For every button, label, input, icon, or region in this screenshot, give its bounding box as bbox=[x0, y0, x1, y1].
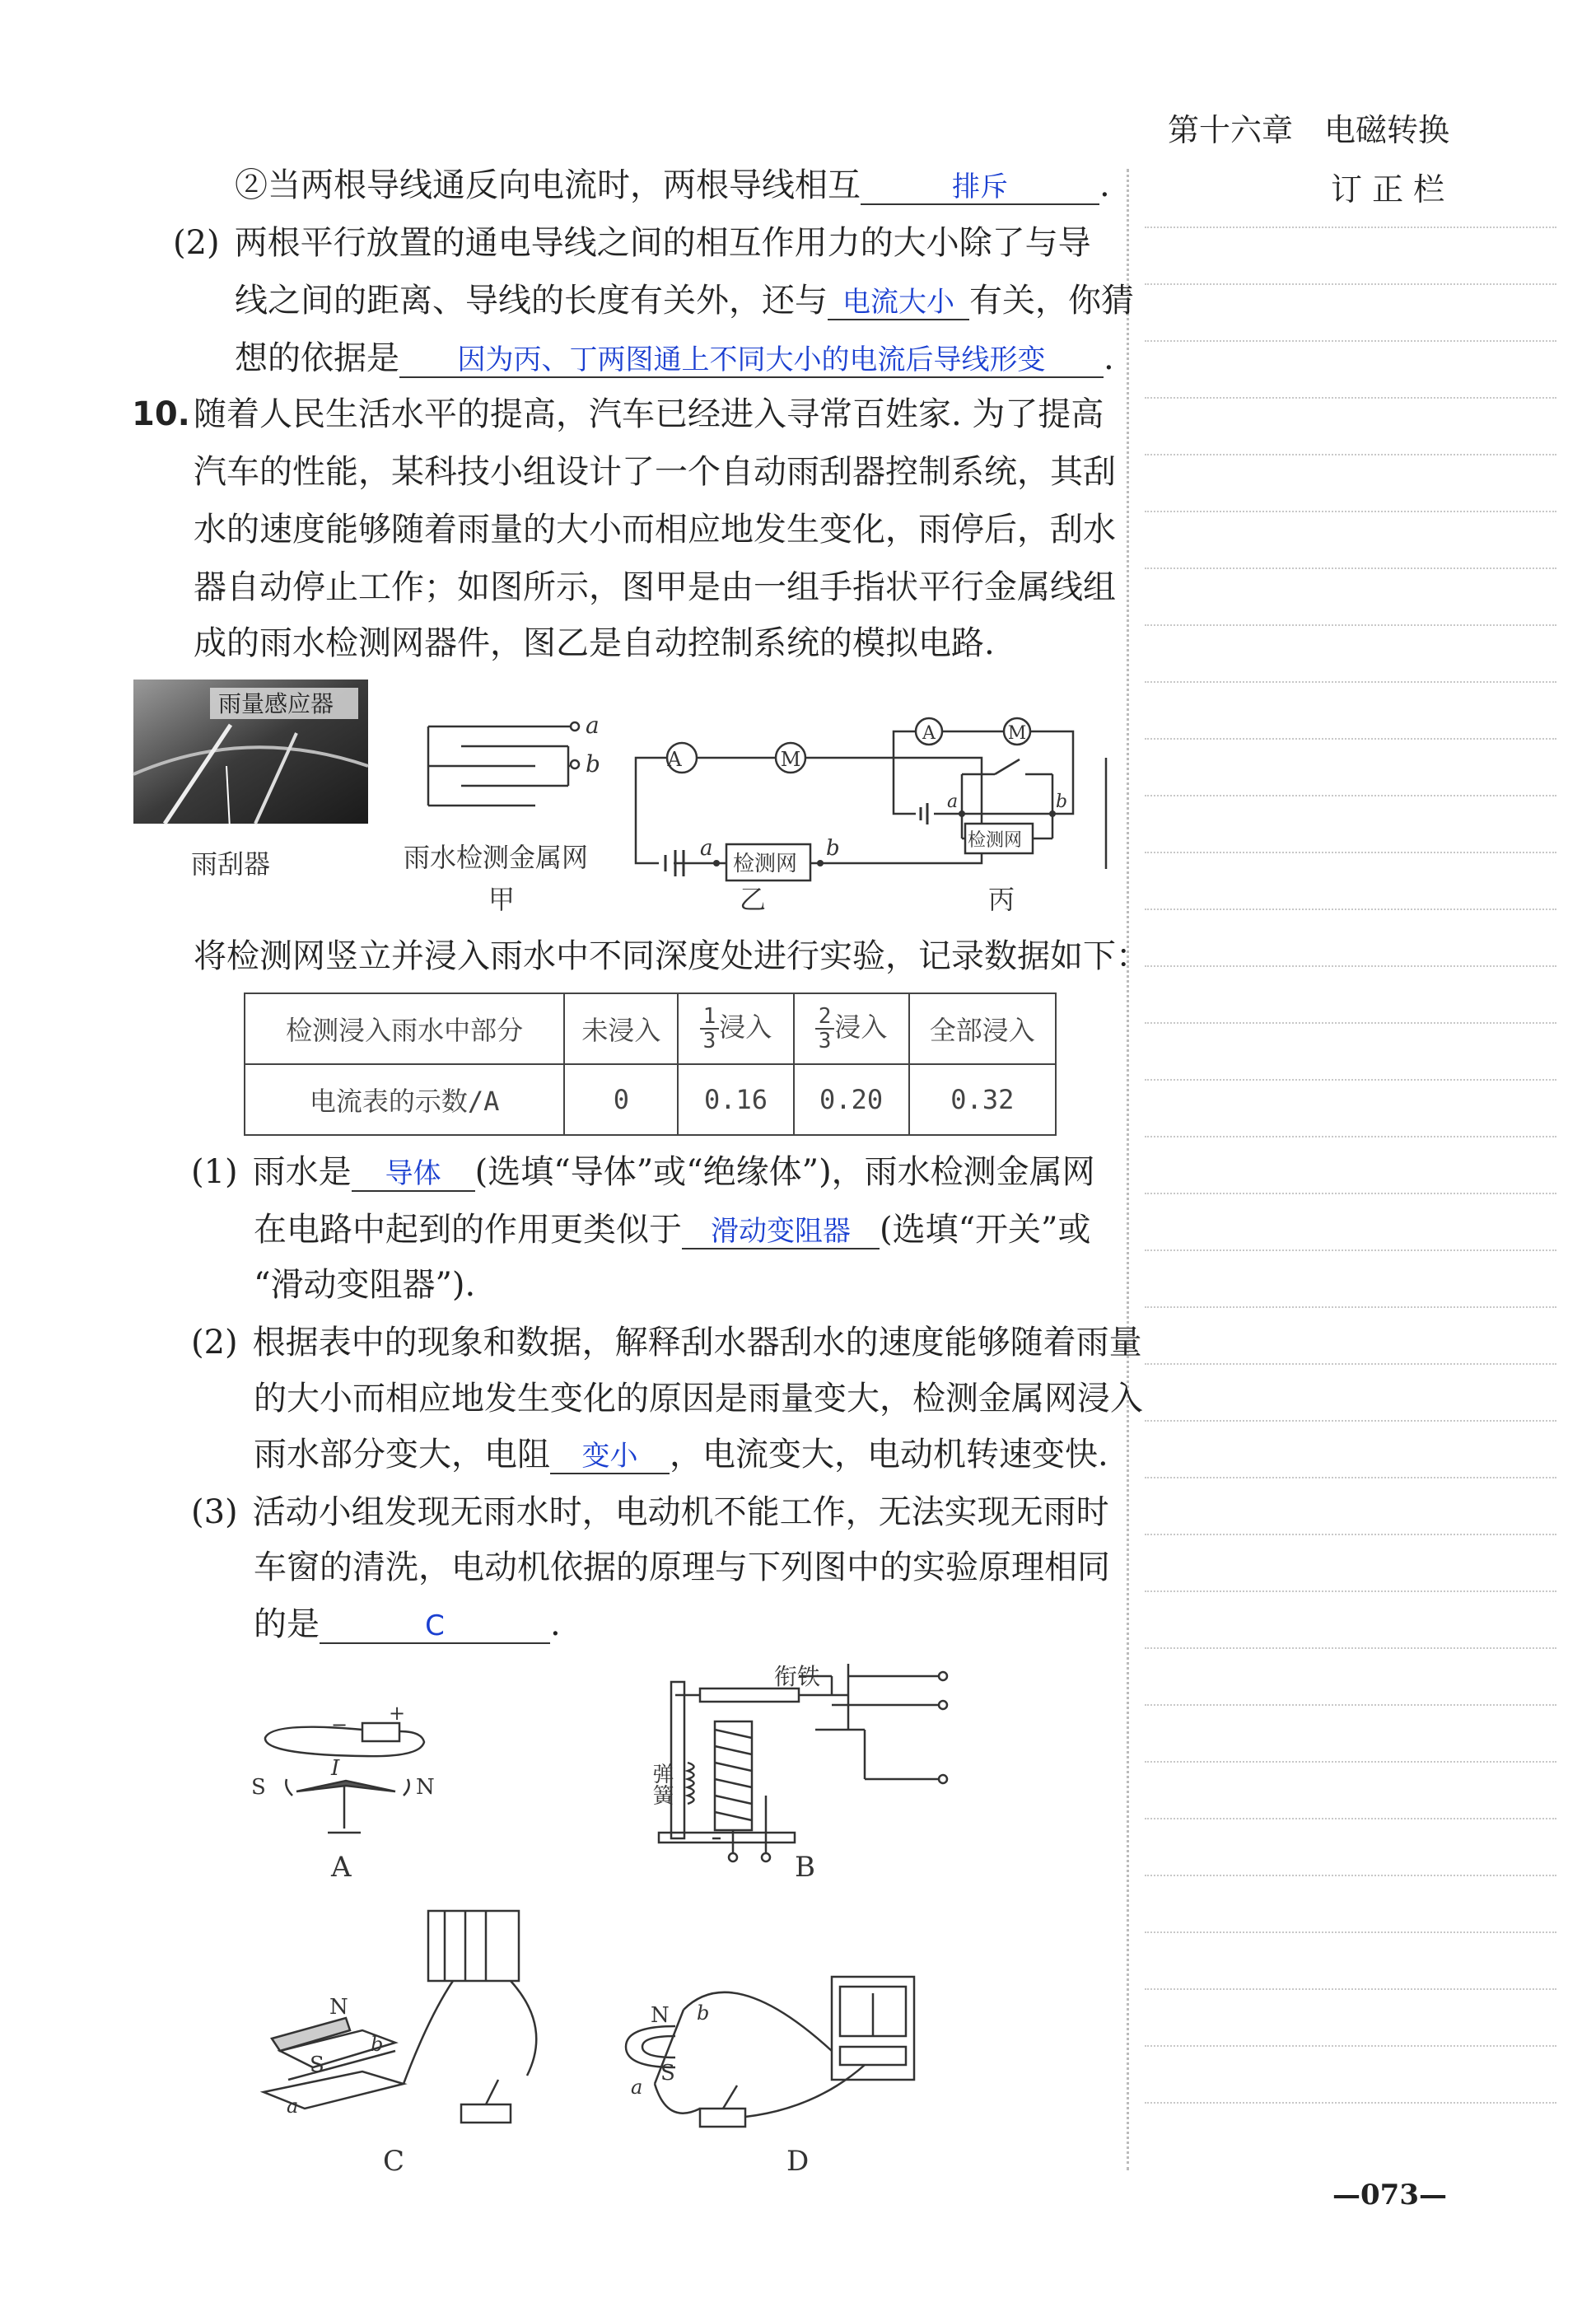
table-header-immersion: 检测浸入雨水中部分 bbox=[245, 993, 564, 1064]
jia-caption: 甲 bbox=[488, 884, 516, 915]
yi-caption: 乙 bbox=[740, 884, 767, 915]
svg-text:S: S bbox=[251, 1775, 266, 1800]
table-cell: 0.20 bbox=[794, 1064, 909, 1135]
correction-rule-line bbox=[1145, 1818, 1556, 1819]
correction-rule-line bbox=[1145, 2045, 1556, 2047]
correction-rule-line bbox=[1145, 1647, 1556, 1649]
svg-text:a: a bbox=[700, 836, 713, 861]
correction-rule-line bbox=[1145, 624, 1556, 626]
q9-part2-line3: 想的依据是 因为丙、丁两图通上不同大小的电流后导线形变 . bbox=[235, 339, 1114, 377]
correction-rule-line bbox=[1145, 1193, 1556, 1194]
detection-net-diagram bbox=[428, 722, 579, 806]
page-number: —073— bbox=[1332, 2179, 1447, 2212]
correction-rule-line bbox=[1145, 1249, 1556, 1251]
q10-sub2-blank bbox=[550, 1438, 670, 1474]
yi-detection-net: 检测网 bbox=[733, 852, 798, 876]
correction-rule-line bbox=[1145, 1477, 1556, 1478]
q10-sub1-answer-1: 导体 bbox=[385, 1157, 441, 1190]
option-diagrams bbox=[239, 1664, 980, 2174]
q10-sub3-answer: C bbox=[425, 1609, 445, 1642]
q10-number: 10. bbox=[132, 395, 190, 433]
svg-text:b: b bbox=[1056, 792, 1068, 812]
correction-rule-line bbox=[1145, 738, 1556, 740]
q10-sub2-line2: 的大小而相应地发生变化的原因是雨量变大，检测金属网浸入 bbox=[254, 1380, 1143, 1418]
q10-sub1-blank-1 bbox=[352, 1156, 475, 1192]
svg-text:I: I bbox=[331, 1756, 340, 1781]
svg-text:S: S bbox=[310, 2053, 324, 2077]
jia-label: 雨水检测金属网 bbox=[404, 842, 589, 873]
q9-answer-1: 排斥 bbox=[952, 170, 1008, 203]
q10-sub1-line1: (1) 雨水是 导体 (选填“导体”或“绝缘体”)，雨水检测金属网 bbox=[191, 1153, 1095, 1191]
correction-rule-line bbox=[1145, 1363, 1556, 1365]
table-cell: 全部浸入 bbox=[909, 993, 1056, 1064]
svg-text:−: − bbox=[331, 1713, 348, 1736]
svg-text:b: b bbox=[697, 2001, 710, 2025]
correction-column-label: 订 正 栏 bbox=[1331, 171, 1445, 208]
svg-text:+: + bbox=[389, 1702, 406, 1725]
svg-text:a: a bbox=[631, 2076, 643, 2099]
option-b-spring-label: 弹簧 bbox=[649, 1763, 674, 1805]
chapter-title: 第十六章 电磁转换 bbox=[1168, 112, 1450, 148]
option-b-armature-label: 衔铁 bbox=[774, 1664, 821, 1690]
q10-stem-4: 器自动停止工作；如图所示，图甲是由一组手指状平行金属线组 bbox=[194, 568, 1116, 606]
correction-rule-line bbox=[1145, 454, 1556, 455]
yi-ammeter: A bbox=[667, 748, 682, 771]
q10-sub3-line1: (3) 活动小组发现无雨水时，电动机不能工作，无法实现无雨时 bbox=[191, 1493, 1109, 1531]
jia-terminal-b: b bbox=[586, 750, 600, 778]
bing-caption: 丙 bbox=[988, 884, 1015, 915]
q9-answer-2: 电流大小 bbox=[842, 286, 954, 319]
q9-answer-3: 因为丙、丁两图通上不同大小的电流后导线形变 bbox=[457, 343, 1046, 376]
bing-ammeter: A bbox=[922, 723, 936, 744]
correction-rule-line bbox=[1145, 1022, 1556, 1024]
option-d-label: D bbox=[786, 2145, 810, 2174]
correction-rule-line bbox=[1145, 965, 1556, 967]
table-cell: 0.16 bbox=[678, 1064, 793, 1135]
table-cell: $\frac{1}{3}$ 浸入 bbox=[678, 993, 793, 1064]
q9-answer-blank-3 bbox=[399, 342, 1104, 378]
svg-text:S: S bbox=[660, 2061, 675, 2085]
correction-rule-line bbox=[1145, 567, 1556, 569]
q10-sub1-blank-2 bbox=[682, 1213, 880, 1249]
q10-sub3-line2: 车窗的清洗，电动机依据的原理与下列图中的实验原理相同 bbox=[254, 1548, 1110, 1586]
option-b-label: B bbox=[795, 1851, 815, 1884]
option-a-diagram bbox=[265, 1723, 424, 1833]
correction-rule-line bbox=[1145, 1136, 1556, 1137]
q10-sub1-answer-2: 滑动变阻器 bbox=[711, 1215, 851, 1248]
correction-rule-line bbox=[1145, 1761, 1556, 1763]
svg-text:N: N bbox=[651, 2003, 670, 2028]
svg-text:a: a bbox=[287, 2095, 299, 2118]
svg-text:b: b bbox=[371, 2033, 384, 2056]
table-cell: $\frac{2}{3}$ 浸入 bbox=[794, 993, 909, 1064]
data-table bbox=[244, 993, 1057, 1136]
wiper-label: 雨刮器 bbox=[191, 848, 271, 880]
correction-column-divider bbox=[1127, 169, 1129, 2170]
correction-rule-line bbox=[1145, 511, 1556, 512]
table-cell: 未浸入 bbox=[564, 993, 678, 1064]
correction-rule-line bbox=[1145, 1931, 1556, 1933]
table-cell: 0 bbox=[564, 1064, 678, 1135]
q10-stem-2: 汽车的性能，某科技小组设计了一个自动雨刮器控制系统，其刮 bbox=[194, 453, 1116, 491]
correction-rule-line bbox=[1145, 2102, 1556, 2104]
correction-rule-line bbox=[1145, 1590, 1556, 1592]
q9-answer-blank-1 bbox=[861, 169, 1099, 205]
q9-part2-line2: 线之间的距离、导线的长度有关外，还与 电流大小 有关，你猜 bbox=[235, 282, 1134, 320]
svg-text:a: a bbox=[947, 792, 959, 812]
q9-answer-blank-2 bbox=[828, 284, 969, 320]
table-intro: 将检测网竖立并浸入雨水中不同深度处进行实验，记录数据如下： bbox=[194, 937, 1149, 975]
q10-sub1-line2: 在电路中起到的作用更类似于 滑动变阻器 (选填“开关”或 bbox=[254, 1211, 1091, 1249]
q10-sub3-blank bbox=[320, 1608, 550, 1644]
correction-rule-line bbox=[1145, 1420, 1556, 1422]
correction-rule-line bbox=[1145, 397, 1556, 399]
option-c-diagram bbox=[264, 1911, 536, 2123]
correction-rule-line bbox=[1145, 908, 1556, 910]
correction-rule-line bbox=[1145, 1988, 1556, 1990]
svg-text:N: N bbox=[416, 1775, 435, 1800]
correction-rule-line bbox=[1145, 795, 1556, 796]
q10-sub2-line3: 雨水部分变大，电阻 变小 ，电流变大，电动机转速变快. bbox=[254, 1436, 1108, 1474]
q10-figure bbox=[132, 675, 1120, 922]
svg-text:N: N bbox=[329, 1995, 348, 2020]
table-header-current: 电流表的示数/A bbox=[245, 1064, 564, 1135]
rain-sensor-label: 雨量感应器 bbox=[218, 690, 334, 717]
correction-rule-line bbox=[1145, 852, 1556, 853]
rain-sensor-photo bbox=[133, 680, 368, 880]
correction-rule-line bbox=[1145, 1079, 1556, 1081]
correction-rule-line bbox=[1145, 1875, 1556, 1876]
option-d-diagram bbox=[626, 1977, 914, 2127]
correction-rule-line bbox=[1145, 1704, 1556, 1706]
correction-rule-line bbox=[1145, 1306, 1556, 1308]
jia-terminal-a: a bbox=[586, 712, 600, 739]
q10-stem-1: 随着人民生活水平的提高，汽车已经进入寻常百姓家. 为了提高 bbox=[194, 395, 1104, 433]
q9-line1-text: ②当两根导线通反向电流时，两根导线相互 bbox=[235, 166, 861, 204]
option-a-label: A bbox=[331, 1851, 352, 1884]
q10-sub2-answer: 变小 bbox=[581, 1440, 638, 1473]
correction-rule-line bbox=[1145, 340, 1556, 342]
bing-detection-net: 检测网 bbox=[968, 830, 1023, 851]
q10-sub2-line1: (2) 根据表中的现象和数据，解释刮水器刮水的速度能够随着雨量 bbox=[191, 1324, 1142, 1362]
yi-motor: M bbox=[780, 748, 801, 771]
table-cell: 0.32 bbox=[909, 1064, 1056, 1135]
table-row bbox=[245, 993, 1056, 1064]
q10-sub3-line3: 的是 C . bbox=[254, 1605, 561, 1643]
correction-rule-line bbox=[1145, 1534, 1556, 1535]
option-b-diagram bbox=[659, 1664, 939, 1853]
correction-rule-line bbox=[1145, 227, 1556, 228]
correction-rule-line bbox=[1145, 283, 1556, 285]
q10-stem-3: 水的速度能够随着雨量的大小而相应地发生变化，雨停后，刮水 bbox=[194, 511, 1116, 549]
q9-part2-line1: (2) 两根平行放置的通电导线之间的相互作用力的大小除了与导 bbox=[173, 224, 1091, 262]
option-c-label: C bbox=[383, 2145, 405, 2174]
svg-text:b: b bbox=[826, 836, 840, 861]
q9-line1: ②当两根导线通反向电流时，两根导线相互 排斥 . bbox=[235, 166, 1110, 204]
q10-stem-5: 成的雨水检测网器件，图乙是自动控制系统的模拟电路. bbox=[194, 624, 995, 662]
table-row bbox=[245, 1064, 1056, 1135]
bing-motor: M bbox=[1007, 723, 1027, 744]
q10-sub1-line3: “滑动变阻器”). bbox=[254, 1266, 476, 1304]
correction-rule-line bbox=[1145, 681, 1556, 683]
